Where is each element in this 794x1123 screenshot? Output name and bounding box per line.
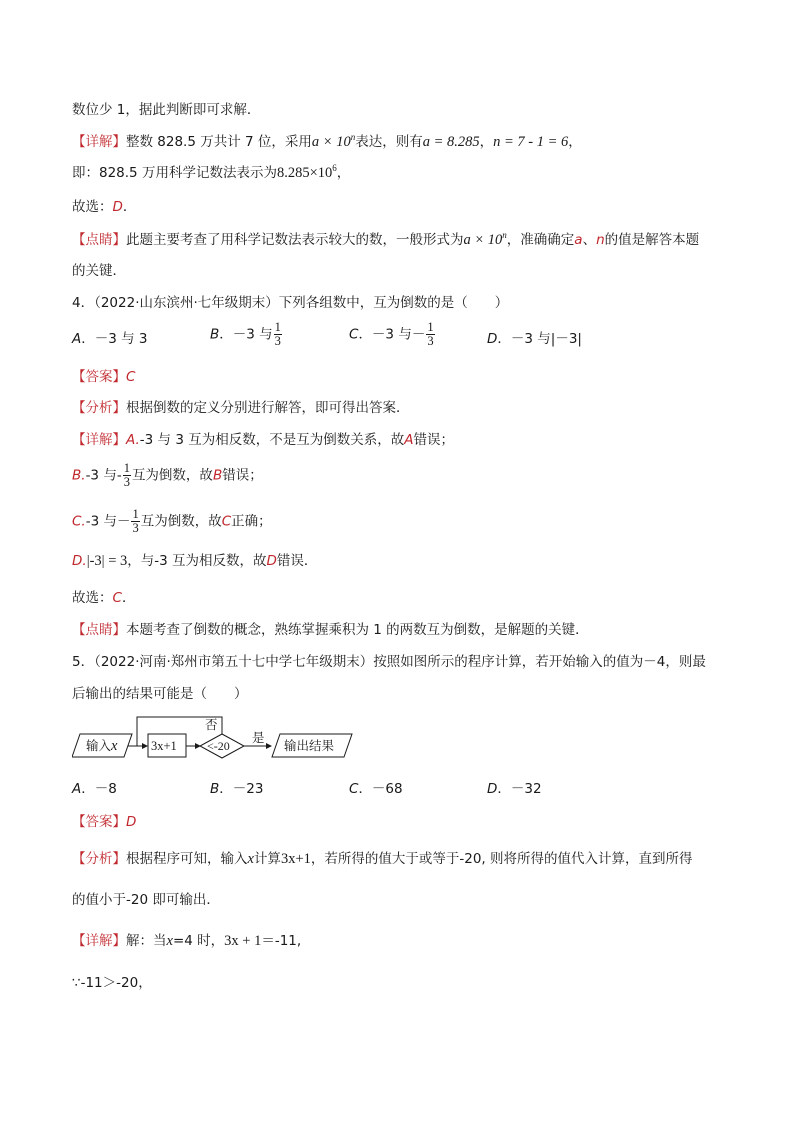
point-line: 【点睛】本题考查了倒数的概念，熟练掌握乘积为 1 的两数互为倒数，是解题的关键． [72,622,589,638]
analysis-tag: 【分析】 [72,851,126,867]
decision-label: <-20 [207,739,230,753]
detail-line: 【详解】解：当x=4 时，3x + 1＝-11, [72,933,302,949]
answer-line: 【答案】D [72,814,137,830]
answer-line: 【答案】C [72,369,136,385]
detail-b-line: B.-3 与- $\frac{1}{3}$ 互为倒数，故B错误； [72,461,263,489]
analysis-tag: 【分析】 [72,400,126,416]
question-5-stem: 5．（2022·河南·郑州市第五十七中学七年级期末）按照如图所示的程序计算，若开始输入的值为－4，则最 [72,654,706,670]
math: $a \times 10^n$ [311,132,356,150]
text: 整数 828.5 万共计 7 位，采用 [126,134,312,150]
q4-option-a: A．－3 与 3 [72,331,148,347]
text: 表达，则有 [355,134,423,150]
output-label: 输出结果 [284,738,335,753]
math: $8.285\times 10^6$ [276,163,337,181]
q4-option-d: D．－3 与|－3| [487,331,582,347]
analysis-line: 【分析】根据程序可知，输入x计算3x+1，若所得的值大于或等于-20, 则将所得的值代入计算，直到所得 [72,851,693,867]
answer-tag: 【答案】 [72,814,126,830]
point-tag: 【点睛】 [72,622,126,638]
q5-option-a: A．－8 [72,781,117,797]
fraction: $\frac{1}{3}$ [274,320,281,348]
no-label: 否 [205,717,218,732]
detail-line: 【详解】A.-3 与 3 互为相反数，不是互为倒数关系，故A错误； [72,432,454,448]
detail-tag: 【详解】 [72,933,126,949]
text-line: 的关键． [72,263,126,279]
text-line: 即：828.5 万用科学记数法表示为$8.285\times 10^6$， [72,163,351,181]
fraction: $\frac{1}{3}$ [132,507,139,535]
analysis-line: 【分析】根据倒数的定义分别进行解答，即可得出答案． [72,400,410,416]
point-line: 【点睛】此题主要考查了用科学记数法表示较大的数，一般形式为$a \times 10^n$，准确确定a、n的值是解答本题 [72,230,700,248]
fraction: $\frac{1}{3}$ [123,461,130,489]
math: n = 7 - 1 = 6 [493,134,569,150]
yes-label: 是 [252,730,265,745]
answer-tag: 【答案】 [72,369,126,385]
detail-tag: 【详解】 [72,432,126,448]
choose-line: 故选：C． [72,590,136,606]
input-label: 输入x [86,738,118,754]
choose-line: 故选：D． [72,199,137,215]
detail-tag: 【详解】 [72,134,126,150]
calc-label: 3x+1 [151,739,177,753]
math: a = 8.285 [422,134,480,150]
q5-option-c: C．－68 [349,781,403,797]
question-5-stem-cont: 后输出的结果可能是（ ） [72,686,248,702]
detail-line-cont: ∵-11＞-20， [72,975,152,991]
math: $a \times 10^n$ [463,230,507,248]
text-line: 数位少 1，据此判断即可求解． [72,102,261,118]
q4-option-c: C．－3 与－ $\frac{1}{3}$ [349,320,434,348]
q5-option-d: D．－32 [487,781,542,797]
analysis-line-cont: 的值小于-20 即可输出． [72,892,220,908]
q4-option-b: B．－3 与 $\frac{1}{3}$ [210,320,281,348]
question-4-stem: 4．（2022·山东滨州·七年级期末）下列各组数中，互为倒数的是（ ） [72,295,509,311]
q5-option-b: B．－23 [210,781,264,797]
point-tag: 【点睛】 [72,232,126,248]
fraction: $\frac{1}{3}$ [427,320,434,348]
detail-c-line: C.-3 与－ $\frac{1}{3}$ 互为倒数，故C正确； [72,507,272,535]
detail-d-line: D.|-3| = 3，与-3 互为相反数，故D错误． [72,553,318,569]
detail-line: 【详解】整数 828.5 万共计 7 位，采用$a \times 10^n$表达，则有a = 8.285，n = 7 - 1 = 6， [72,132,582,150]
